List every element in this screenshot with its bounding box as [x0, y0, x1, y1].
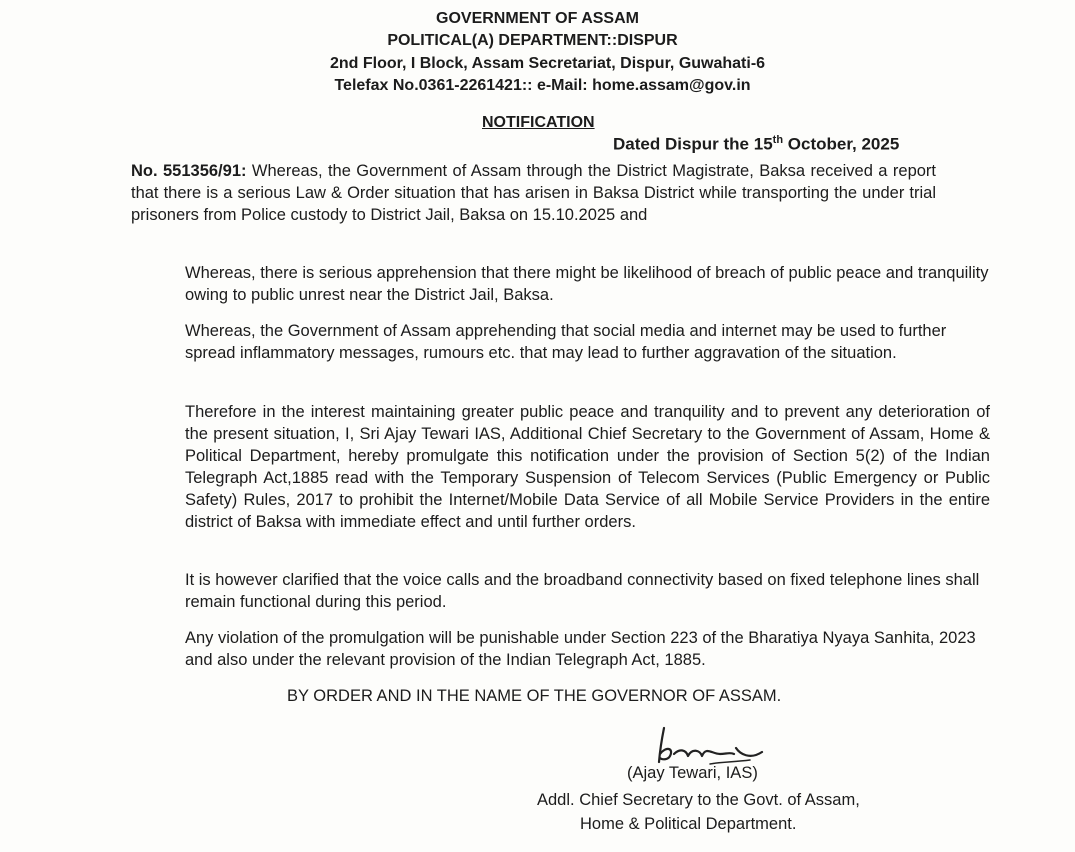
signatory-department: Home & Political Department.: [580, 815, 797, 833]
signatory-designation: Addl. Chief Secretary to the Govt. of Assam,: [537, 791, 860, 809]
paragraph-1: [131, 160, 936, 226]
signature: [650, 724, 770, 766]
paragraph-2: Whereas, there is serious apprehension that there might be likelihood of breach of public peace and tranquility owing to public unrest near the District Jail, Baksa.: [185, 264, 989, 304]
paragraph-5: It is however clarified that the voice calls and the broadband connectivity based on fixed telephone lines shall remain functional during this period.: [185, 571, 980, 611]
header-contact: Telefax No.0361-2261421:: e-Mail: home.assam@gov.in: [334, 77, 751, 94]
paragraph-6: Any violation of the promulgation will be punishable under Section 223 of the Bharatiya Nyaya Sanhita, 2023 and also under the relevant provision of the Indian Telegraph Act, 1885.: [185, 629, 976, 669]
order-line: BY ORDER AND IN THE NAME OF THE GOVERNOR OF ASSAM.: [287, 687, 782, 705]
paragraph-1-text: Whereas, the Government of Assam through the District Magistrate, Baksa received a report that there is a serious Law & Order situation that has arisen in Baksa District while transporting the under trial prisoners from Police custody to District Jail, Baksa on 15.10.2025 and: [131, 162, 937, 224]
paragraph-3: Whereas, the Government of Assam apprehending that social media and internet may be used to further spread inflammatory messages, rumours etc. that may lead to further aggravation of the situation.: [185, 322, 947, 362]
dated-suffix: October, 2025: [783, 134, 900, 154]
header-government: GOVERNMENT OF ASSAM: [436, 10, 639, 27]
dated-prefix: Dated Dispur the 15: [613, 134, 773, 154]
paragraph-4: Therefore in the interest maintaining greater public peace and tranquility and to prevent any deterioration of the present situation, I, Sri Ajay Tewari IAS, Additional Chief Secretary to the Government of Assam, Home & Political Department, hereby promulgate this notification under the provision of Section 5(2) of the Indian Telegraph Act,1885 read with the Temporary Suspension of Telecom Services (Public Emergency or Public Safety) Rules, 2017 to prohibit the Internet/Mobile Data Service of all Mobile Service Providers in the entire district of Baksa with immediate effect and until further orders.: [185, 403, 990, 531]
dated-superscript: th: [772, 134, 784, 146]
notification-title: NOTIFICATION: [482, 114, 595, 131]
reference-number: No. 551356/91:: [131, 162, 247, 180]
header-department: POLITICAL(A) DEPARTMENT::DISPUR: [387, 32, 678, 49]
header-address: 2nd Floor, I Block, Assam Secretariat, Dispur, Guwahati-6: [329, 55, 766, 72]
signature-icon: [650, 724, 770, 766]
signatory-name: (Ajay Tewari, IAS): [627, 764, 758, 782]
dated-line: [613, 134, 899, 155]
